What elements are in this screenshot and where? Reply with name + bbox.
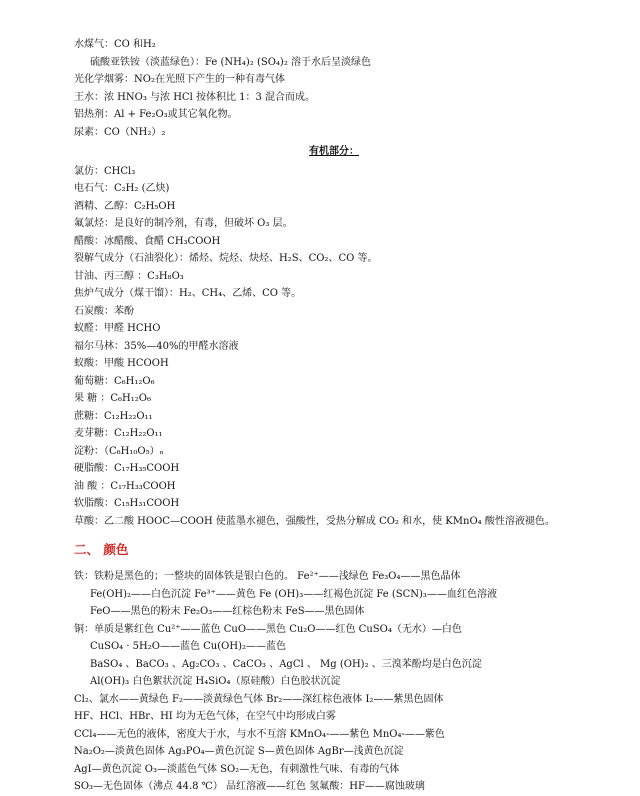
text-line-oxalic-acid: 草酸：乙二酸 HOOC—COOH 使蓝墨水褪色，强酸性，受热分解成 CO₂ 和水，使 KMnO₄ 酸性溶液褪色。 (74, 515, 555, 527)
text-line-glucose: 葡萄糖：C₆H₁₂O₆ (74, 375, 155, 387)
text-line-acetic-acid: 醋酸：冰醋酸、食醋 CH₃COOH (74, 235, 221, 247)
text-line-white-precipitates: BaSO₄ 、BaCO₃ 、Ag₂CO₃ 、CaCO₃ 、AgCl 、 Mg (OH)₂ 、三溴苯酚均是白色沉淀 (90, 658, 482, 670)
text-line-cracking-gas: 裂解气成分（石油裂化）：烯烃、烷烃、炔烃、H₂S、CO₂、CO 等。 (74, 253, 378, 264)
text-line-ethanol: 酒精、乙醇：C₂H₅OH (74, 200, 176, 212)
text-line-thermite: 铝热剂：Al + Fe₂O₃或其它氧化物。 (74, 109, 238, 120)
text-line-aluminum-hydroxide: Al(OH)₃ 白色絮状沉淀 H₄SiO₄（原硅酸）白色胶状沉淀 (90, 676, 341, 687)
text-line-phenol: 石炭酸：苯酚 (74, 305, 134, 317)
text-line-maltose: 麦芽糖：C₁₂H₂₂O₁₁ (74, 428, 163, 439)
text-line-formic-acid: 蚁酸：甲酸 HCOOH (74, 358, 169, 369)
text-line-coke-oven-gas: 焦炉气成分（煤干馏）：H₂、CH₄、乙烯、CO 等。 (74, 288, 302, 299)
document-content (74, 36, 594, 796)
text-line-sucrose: 蔗糖：C₁₂H₂₂O₁₁ (74, 410, 153, 422)
text-line-ammonium-ferrous-sulfate: 硫酸亚铁铵（淡蓝绿色）：Fe (NH₄)₂ (SO₄)₂ 溶于水后呈淡绿色 (90, 56, 372, 68)
text-line-fructose: 果 糖 ：C₆H₁₂O₆ (74, 393, 151, 404)
color-section-heading: 二、 颜色 (74, 542, 129, 557)
text-line-chloroform: 氯仿：CHCl₃ (74, 165, 136, 177)
text-line-ccl4-permanganate: CCl₄——无色的液体，密度大于水，与水不互溶 KMnO₄-——紫色 MnO₄-——紫色 (74, 728, 445, 740)
text-line-stearic-acid: 硬脂酸：C₁₇H₃₅COOH (74, 463, 180, 474)
text-line-formaldehyde: 蚁醛：甲醛 HCHO (74, 323, 161, 334)
text-line-halogen-colors: Cl₂、氯水——黄绿色 F₂——淡黄绿色气体 Br₂——深红棕色液体 I₂——紫黑色固体 (74, 693, 444, 705)
text-line-copper-sulfate-colors: CuSO₄ · 5H₂O——蓝色 Cu(OH)₂——蓝色 (90, 641, 286, 652)
text-line-glycerol: 甘油、丙三醇 ：C₃H₈O₃ (74, 270, 184, 282)
text-line-starch: 淀粉：（C₆H₁₀O₅）ₙ (74, 445, 164, 457)
text-line-so3-fuchsin-hf: SO₃—无色固体（沸点 44.8 ℃） 品红溶液——红色 氢氟酸：HF——腐蚀玻璃 (74, 781, 425, 792)
text-line-yellow-substances: Na₂O₂—淡黄色固体 Ag₃PO₄—黄色沉淀 S—黄色固体 AgBr—浅黄色沉淀 (74, 746, 404, 757)
text-line-photochemical-smog: 光化学烟雾：NO₂在光照下产生的一种有毒气体 (74, 74, 285, 85)
text-line-iron-oxide-colors: FeO——黑色的粉末 Fe₂O₃——红棕色粉末 FeS——黑色固体 (90, 606, 365, 617)
text-line-hydrogen-halides: HF、HCl、HBr、HI 均为无色气体，在空气中均形成白雾 (74, 711, 336, 722)
text-line-urea: 尿素：CO（NH₂）₂ (74, 126, 166, 138)
text-line-oleic-acid: 油 酸 ：C₁₇H₃₃COOH (74, 480, 176, 492)
text-line-water-gas: 水煤气：CO 和H₂ (74, 39, 156, 50)
text-line-iron-hydroxide-colors: Fe(OH)₂——白色沉淀 Fe³⁺——黄色 Fe (OH)₃——红褐色沉淀 Fe (SCN)₃——血红色溶液 (90, 588, 497, 600)
organic-section-title: 有机部分： (309, 146, 359, 157)
text-line-agi-ozone-so2: AgI—黄色沉淀 O₃—淡蓝色气体 SO₂—无色，有刺激性气味、有毒的气体 (74, 763, 400, 775)
text-line-iron-colors: 铁：铁粉是黑色的；一整块的固体铁是银白色的。 Fe²⁺——浅绿色 Fe₃O₄——黑色晶体 (74, 571, 461, 582)
text-line-aqua-regia: 王水：浓 HNO₃ 与浓 HCl 按体积比 1：3 混合而成。 (74, 91, 316, 103)
text-line-palmitic-acid: 软脂酸：C₁₅H₃₁COOH (74, 498, 180, 509)
text-line-formalin: 福尔马林：35%—40%的甲醛水溶液 (74, 340, 239, 352)
text-line-copper-colors: 铜：单质是紫红色 Cu²⁺——蓝色 CuO——黑色 Cu₂O——红色 CuSO₄（无水）—白色 (74, 623, 462, 635)
text-line-acetylene: 电石气：C₂H₂ (乙炔) (74, 183, 170, 194)
text-line-cfc: 氟氯烃：是良好的制冷剂，有毒，但破坏 O₃ 层。 (74, 218, 293, 229)
